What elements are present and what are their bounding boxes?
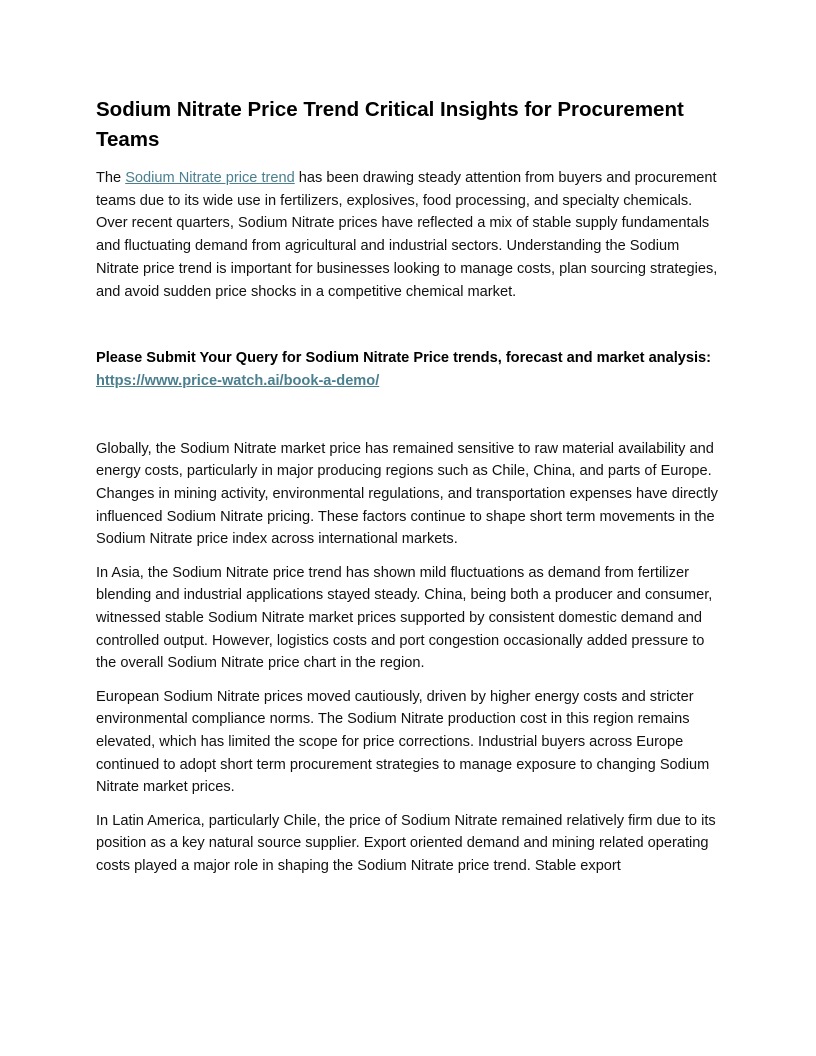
query-callout-text: Please Submit Your Query for Sodium Nitrate Price trends, forecast and market analysis: [96, 350, 712, 367]
book-demo-link[interactable]: https://www.price-watch.ai/book-a-demo/ [96, 372, 380, 389]
intro-text: has been drawing steady attention from buyers and procurement teams due to its wide use in fertilizers, explosives, food processing, and specialty chemicals. Over recent quarters, Sodium Nitrate prices have reflected a mix of stable supply fundamentals and fluctuating demand from agricultural and industrial sectors. Understanding the Sodium Nitrate price trend is important for businesses looking to manage costs, plan sourcing strategies, and avoid sudden price shocks in a competitive chemical market. [96, 170, 718, 300]
paragraph-asia: In Asia, the Sodium Nitrate price trend has shown mild fluctuations as demand from fertilizer blending and industrial applications stayed steady. China, being both a producer and consumer, witnessed stable Sodium Nitrate market prices supported by consistent domestic demand and controlled output. However, logistics costs and port congestion occasionally added pressure to the overall Sodium Nitrate price chart in the region. [96, 564, 713, 672]
document-body [96, 95, 724, 888]
paragraph-europe: European Sodium Nitrate prices moved cautiously, driven by higher energy costs and stricter environmental compliance norms. The Sodium Nitrate production cost in this region remains elevated, which has limited the scope for price corrections. Industrial buyers across Europe continued to adopt short term procurement strategies to manage exposure to changing Sodium Nitrate market prices. [96, 688, 710, 796]
price-trend-link[interactable]: Sodium Nitrate price trend [125, 170, 295, 186]
spacer [96, 393, 724, 438]
intro-prefix: The [96, 170, 126, 186]
intro-paragraph [96, 167, 724, 303]
spacer [96, 303, 724, 347]
paragraph-latin-america: In Latin America, particularly Chile, the price of Sodium Nitrate remained relatively firm due to its position as a key natural source supplier. Export oriented demand and mining related operating costs played a major role in shaping the Sodium Nitrate price trend. Stable export [96, 812, 716, 875]
page-title: Sodium Nitrate Price Trend Critical Insights for Procurement Teams [96, 98, 684, 151]
paragraph-global: Globally, the Sodium Nitrate market price has remained sensitive to raw material availability and energy costs, particularly in major producing regions such as Chile, China, and parts of Europe. Changes in mining activity, environmental regulations, and transportation expenses have directly influenced Sodium Nitrate pricing. These factors continue to shape short term movements in the Sodium Nitrate price index across international markets. [96, 440, 718, 548]
query-callout [96, 347, 724, 392]
